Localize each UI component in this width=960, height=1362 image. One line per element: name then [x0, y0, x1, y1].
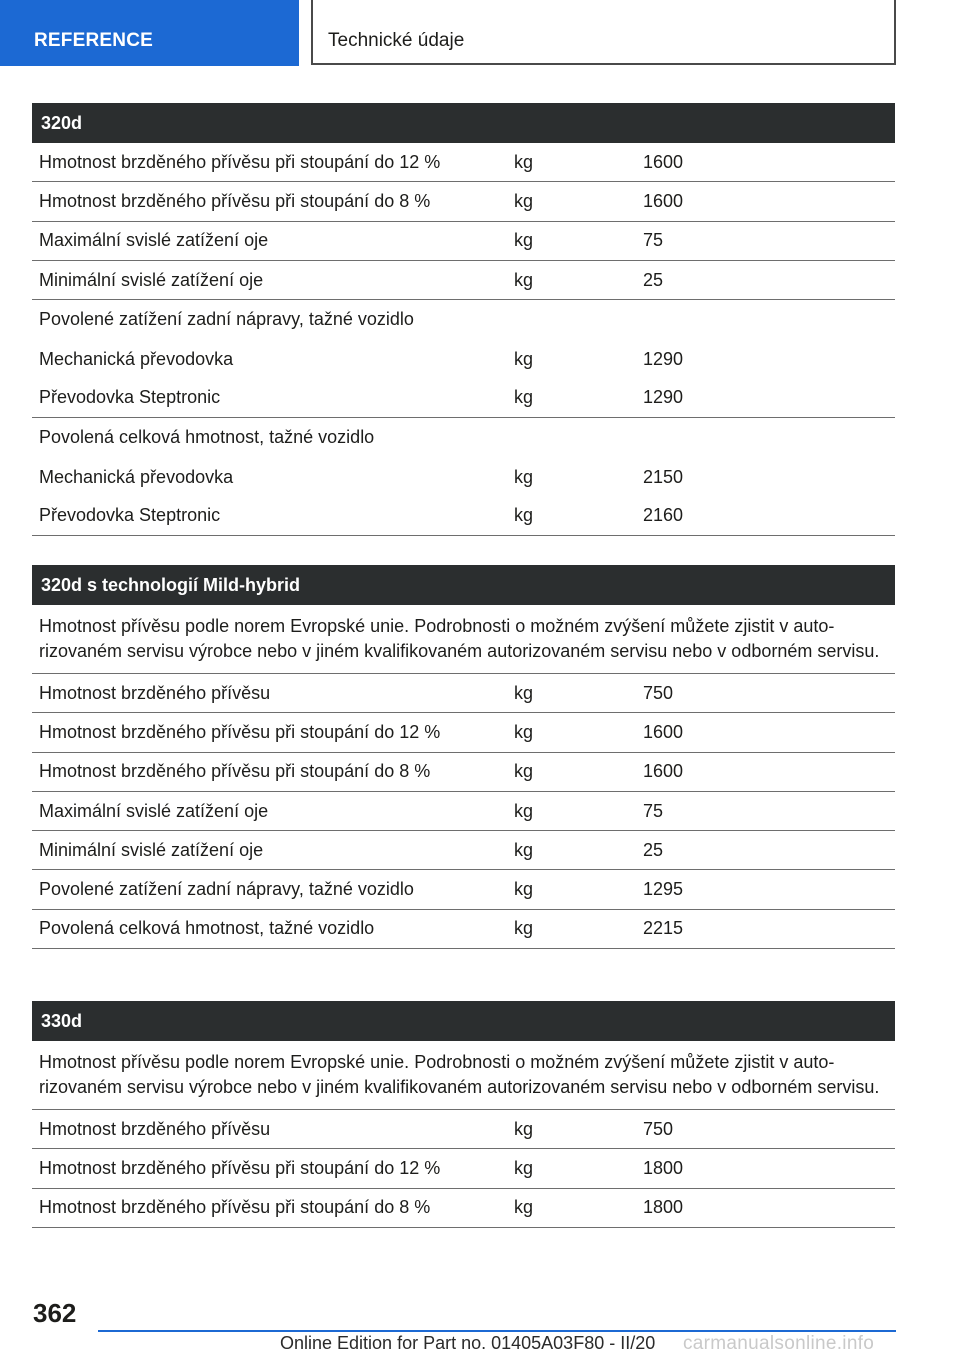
watermark: carmanualsonline.info [683, 1333, 875, 1354]
row-unit: kg [514, 387, 534, 408]
row-label: Povolené zatížení zadní nápravy, tažné vozidlo [39, 309, 414, 330]
row-value: 25 [643, 269, 664, 290]
row-unit: kg [514, 505, 534, 526]
row-label: Povolené zatížení zadní nápravy, tažné vozidlo [39, 879, 414, 900]
table-row [32, 831, 895, 870]
row-label: Minimální svislé zatížení oje [39, 839, 264, 860]
spec-table-330d [32, 1001, 895, 1228]
row-unit: kg [514, 839, 534, 860]
row-label: Hmotnost brzděného přívěsu při stoupání do 8 % [39, 190, 431, 211]
row-unit: kg [514, 1157, 534, 1178]
section-note: Hmotnost přívěsu podle norem Evropské unie. Podrobnosti o možném zvýšení můžete zjistit v autorizovaném servisu výrobce nebo v jiném kvalifikovaném autorizovaném servisu nebo v odborném servisu. [32, 605, 895, 674]
row-label: Hmotnost brzděného přívěsu [39, 682, 271, 703]
spec-table-320d [32, 103, 895, 536]
table-row [32, 182, 895, 221]
row-label: Hmotnost brzděného přívěsu [39, 1118, 271, 1139]
table-row [32, 300, 895, 339]
row-label: Převodovka Steptronic [39, 505, 221, 526]
row-unit: kg [514, 269, 534, 290]
row-value: 75 [643, 230, 664, 251]
table-row [32, 792, 895, 831]
table-row [32, 1189, 895, 1228]
table-row [32, 674, 895, 713]
row-value: 750 [643, 1118, 674, 1139]
table-row [32, 870, 895, 909]
section-title: 330d [32, 1001, 895, 1041]
row-value: 1290 [643, 387, 684, 408]
row-unit: kg [514, 348, 534, 369]
footer-edition: Online Edition for Part no. 01405A03F80 - II/20 [280, 1333, 656, 1353]
row-unit: kg [514, 761, 534, 782]
table-row [32, 497, 895, 536]
row-value: 1600 [643, 721, 684, 742]
row-label: Hmotnost brzděného přívěsu při stoupání do 8 % [39, 1197, 431, 1218]
spec-table-320d-mild-hybrid [32, 565, 895, 949]
row-label: Mechanická převodovka [39, 466, 234, 487]
row-label: Minimální svislé zatížení oje [39, 269, 264, 290]
row-unit: kg [514, 230, 534, 251]
row-unit: kg [514, 1197, 534, 1218]
row-unit: kg [514, 1118, 534, 1139]
row-label: Hmotnost brzděného přívěsu při stoupání do 12 % [39, 721, 441, 742]
table-row [32, 753, 895, 792]
row-unit: kg [514, 721, 534, 742]
row-label: Hmotnost brzděného přívěsu při stoupání do 12 % [39, 151, 441, 172]
table-row [32, 339, 895, 378]
row-unit: kg [514, 682, 534, 703]
footer-rule [98, 1330, 896, 1332]
row-value: 1600 [643, 151, 684, 172]
header-section-label: REFERENCE [34, 30, 153, 51]
table-row [32, 713, 895, 752]
row-value: 75 [643, 800, 664, 821]
header-chapter-box [311, 0, 896, 65]
row-value: 25 [643, 839, 664, 860]
row-unit: kg [514, 151, 534, 172]
section-title: 320d [32, 103, 895, 143]
row-label: Maximální svislé zatížení oje [39, 230, 269, 251]
table-row [32, 418, 895, 457]
row-label: Maximální svislé zatížení oje [39, 800, 269, 821]
row-value: 2150 [643, 466, 684, 487]
row-unit: kg [514, 190, 534, 211]
table-row [32, 379, 895, 418]
row-value: 1800 [643, 1197, 684, 1218]
header-chapter-title: Technické údaje [328, 30, 465, 51]
row-label: Hmotnost brzděného přívěsu při stoupání do 12 % [39, 1157, 441, 1178]
table-row [32, 261, 895, 300]
row-unit: kg [514, 800, 534, 821]
table-row [32, 1149, 895, 1188]
row-label: Povolená celková hmotnost, tažné vozidlo [39, 427, 375, 448]
section-title: 320d s technologií Mild-hybrid [32, 565, 895, 605]
row-label: Povolená celková hmotnost, tažné vozidlo [39, 918, 375, 939]
row-label: Hmotnost brzděného přívěsu při stoupání do 8 % [39, 761, 431, 782]
row-label: Převodovka Steptronic [39, 387, 221, 408]
row-value: 1295 [643, 879, 684, 900]
row-value: 1600 [643, 761, 684, 782]
table-row [32, 222, 895, 261]
row-label: Mechanická převodovka [39, 348, 234, 369]
page-number: 362 [33, 1298, 77, 1328]
header-section-tab [0, 0, 299, 66]
table-row [32, 910, 895, 949]
table-row [32, 457, 895, 496]
row-unit: kg [514, 918, 534, 939]
row-value: 1600 [643, 190, 684, 211]
row-value: 750 [643, 682, 674, 703]
table-row [32, 143, 895, 182]
row-value: 1290 [643, 348, 684, 369]
row-value: 2215 [643, 918, 684, 939]
row-value: 2160 [643, 505, 684, 526]
row-value: 1800 [643, 1157, 684, 1178]
row-unit: kg [514, 466, 534, 487]
row-unit: kg [514, 879, 534, 900]
table-row [32, 1110, 895, 1149]
section-note: Hmotnost přívěsu podle norem Evropské unie. Podrobnosti o možném zvýšení můžete zjistit v autorizovaném servisu výrobce nebo v jiném kvalifikovaném autorizovaném servisu nebo v odborném servisu. [32, 1041, 895, 1110]
